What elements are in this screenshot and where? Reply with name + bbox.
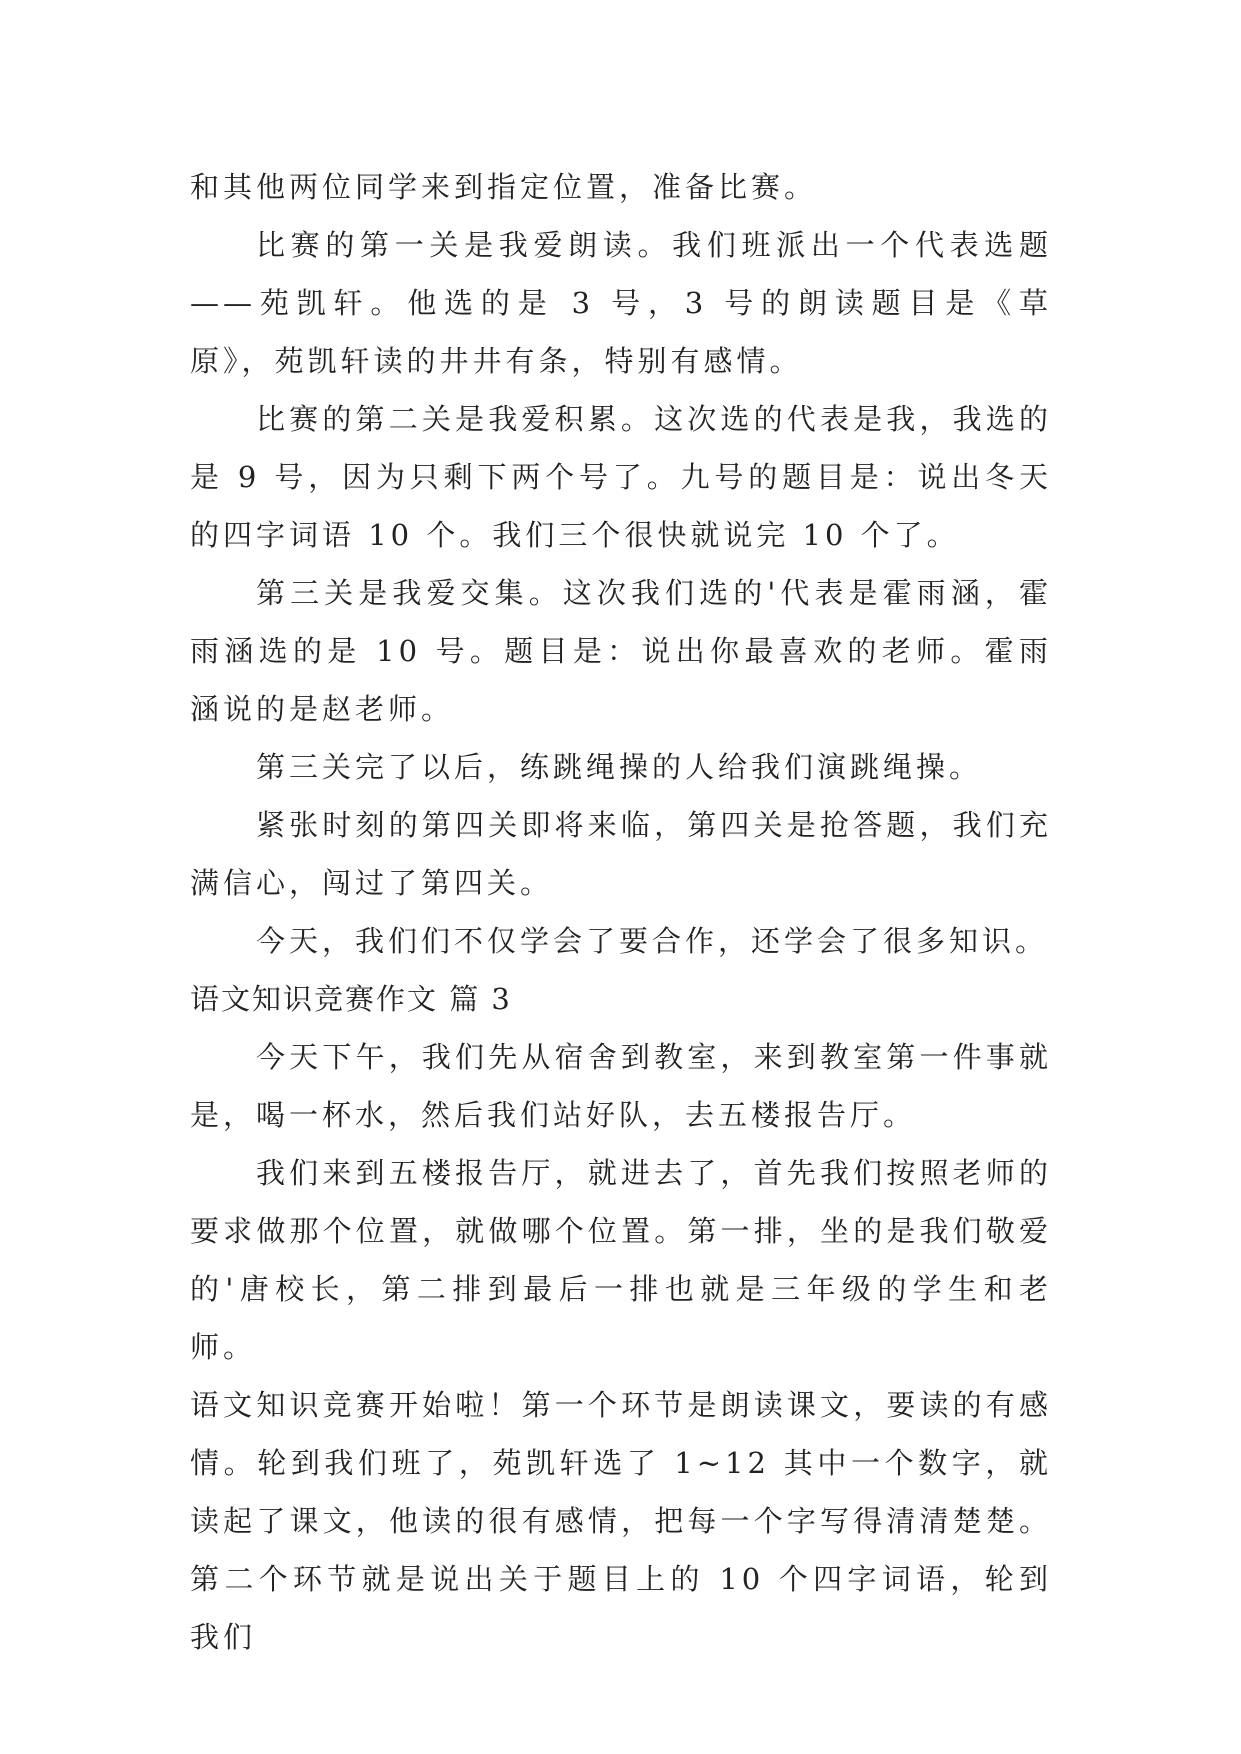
paragraph-7: 今天，我们们不仅学会了要合作，还学会了很多知识。	[256, 924, 1049, 958]
document-body	[190, 158, 1052, 1666]
paragraph-1: 和其他两位同学来到指定位置，准备比赛。	[190, 170, 818, 204]
paragraph-3: 比赛的第二关是我爱积累。这次选的代表是我，我选的是 9 号，因为只剩下两个号了。九号的题目是：说出冬天的四字词语 10 个。我们三个很快就说完 10 个了。	[190, 402, 1052, 552]
paragraph-6: 紧张时刻的第四关即将来临，第四关是抢答题，我们充满信心，闯过了第四关。	[190, 808, 1052, 900]
paragraph-2: 比赛的第一关是我爱朗读。我们班派出一个代表选题——苑凯轩。他选的是 3 号，3 号的朗读题目是《草原》，苑凯轩读的井井有条，特别有感情。	[190, 228, 1052, 378]
paragraph-9: 我们来到五楼报告厅，就进去了，首先我们按照老师的要求做那个位置，就做哪个位置。第一排，坐的是我们敬爱的'唐校长，第二排到最后一排也就是三年级的学生和老师。	[190, 1156, 1052, 1364]
paragraph-8: 今天下午，我们先从宿舍到教室，来到教室第一件事就是，喝一杯水，然后我们站好队，去五楼报告厅。	[190, 1040, 1052, 1132]
section-heading: 语文知识竞赛作文 篇 3	[190, 982, 512, 1016]
paragraph-10: 语文知识竞赛开始啦！第一个环节是朗读课文，要读的有感情。轮到我们班了，苑凯轩选了 1~12 其中一个数字，就读起了课文，他读的很有感情，把每一个字写得清清楚楚。第二个环节就是说出关于题目上的 10 个四字词语，轮到我们	[190, 1388, 1052, 1654]
paragraph-5: 第三关完了以后，练跳绳操的人给我们演跳绳操。	[256, 750, 983, 784]
paragraph-4: 第三关是我爱交集。这次我们选的'代表是霍雨涵，霍雨涵选的是 10 号。题目是：说出你最喜欢的老师。霍雨涵说的是赵老师。	[190, 576, 1052, 726]
